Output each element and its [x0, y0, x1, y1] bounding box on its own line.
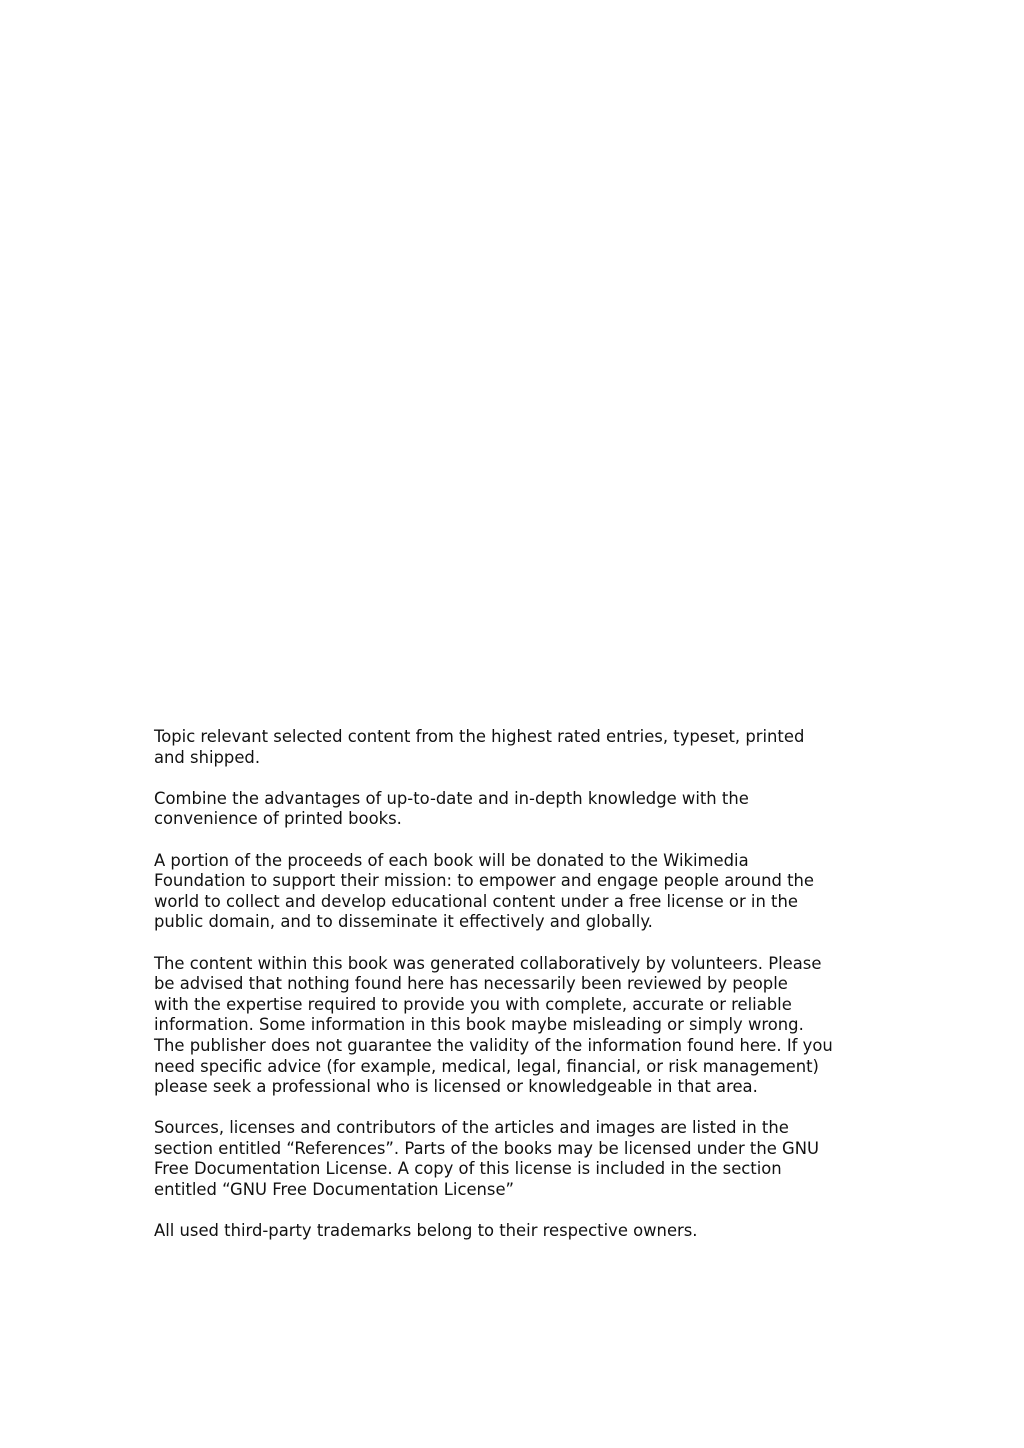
paragraph-advantages: Combine the advantages of up-to-date and in-depth knowledge with the convenience of printed books.: [154, 788, 749, 829]
paragraph-trademarks: All used third-party trademarks belong to their respective owners.: [154, 1221, 698, 1241]
paragraph-sources-licenses: Sources, licenses and contributors of the articles and images are listed in the section entitled “References”. Parts of the books may be licensed under the GNU Free Documentation License. A copy of this license is included in the section entitled “GNU Free Documentation License”: [154, 1118, 820, 1200]
paragraph-wikimedia-donation: A portion of the proceeds of each book will be donated to the Wikimedia Foundation to support their mission: to empower and engage people around the world to collect and develop educational content under a free license or in the public domain, and to disseminate it effectively and globally.: [154, 850, 814, 932]
paragraph-disclaimer: The content within this book was generated collaboratively by volunteers. Please be advised that nothing found here has necessarily been reviewed by people with the expertise required to provide you with complete, accurate or reliable information. Some information in this book maybe misleading or simply wrong. The publisher does not guarantee the validity of the information found here. If you need specific advice (for example, medical, legal, financial, or risk management) please seek a professional who is licensed or knowledgeable in that area.: [154, 953, 833, 1097]
imprint-text-block: [154, 727, 884, 1242]
paragraph-content-selection: Topic relevant selected content from the highest rated entries, typeset, printed and shipped.: [154, 727, 805, 767]
